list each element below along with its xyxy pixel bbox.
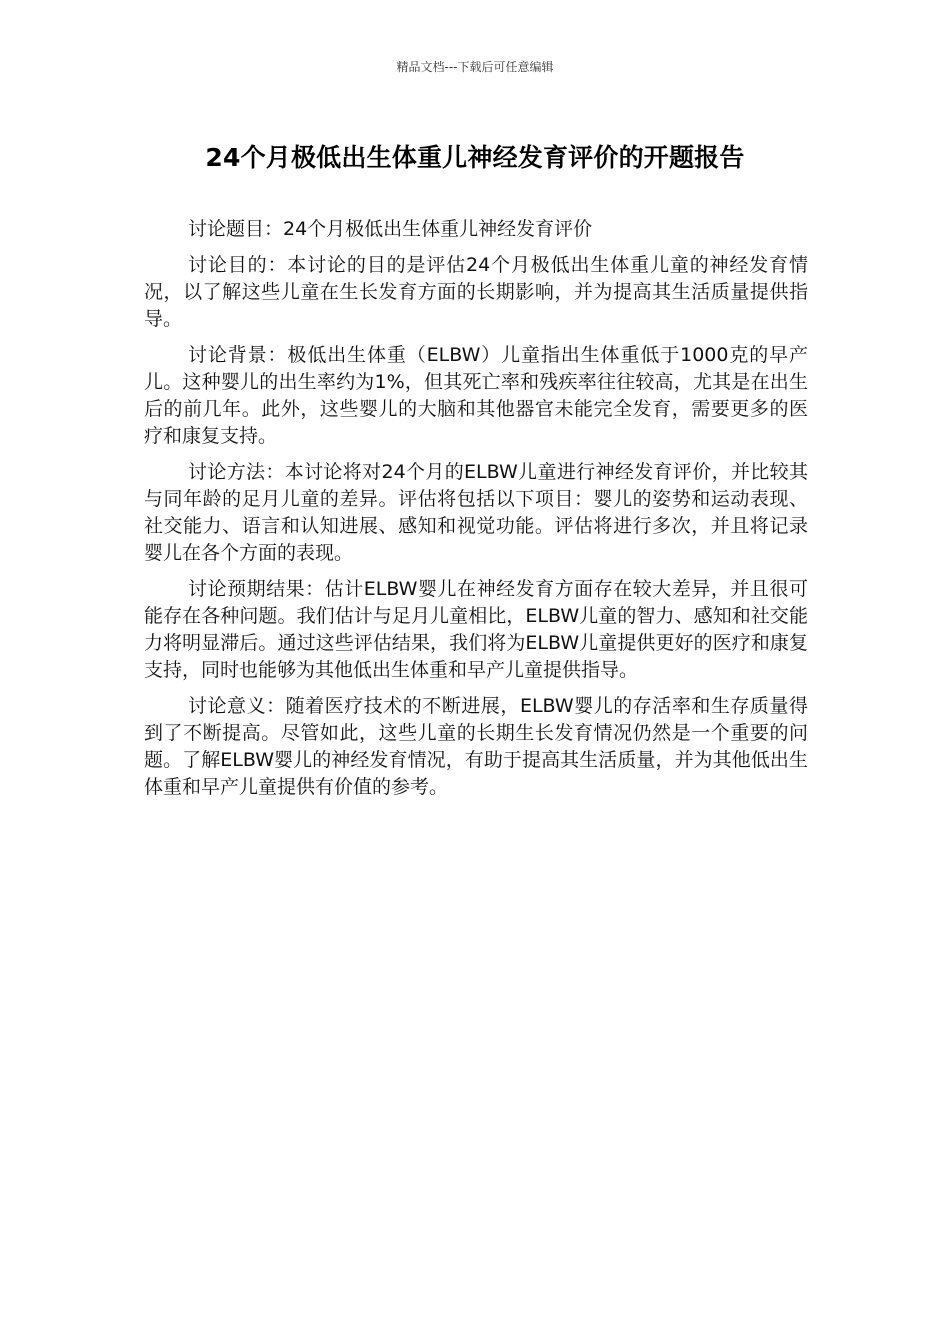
document-title: 24个月极低出生体重儿神经发育评价的开题报告 [205, 143, 745, 172]
paragraph-topic: 讨论题目：24个月极低出生体重儿神经发育评价 [188, 218, 593, 240]
document-body [144, 216, 808, 810]
paragraph-significance: 讨论意义：随着医疗技术的不断进展，ELBW婴儿的存活率和生存质量得到了不断提高。尽管如此，这些儿童的长期生长发育情况仍然是一个重要的问题。了解ELBW婴儿的神经发育情况，有助于提高其生活质量，并为其他低出生体重和早产儿童提供有价值的参考。 [144, 695, 808, 798]
header-note: 精品文档---下载后可任意编辑 [396, 60, 554, 74]
paragraph-expected-results: 讨论预期结果：估计ELBW婴儿在神经发育方面存在较大差异，并且很可能存在各种问题。我们估计与足月儿童相比，ELBW儿童的智力、感知和社交能力将明显滞后。通过这些评估结果，我们将为ELBW儿童提供更好的医疗和康复支持，同时也能够为其他低出生体重和早产儿童提供指导。 [144, 578, 808, 681]
paragraph-method: 讨论方法：本讨论将对24个月的ELBW儿童进行神经发育评价，并比较其与同年龄的足月儿童的差异。评估将包括以下项目：婴儿的姿势和运动表现、社交能力、语言和认知进展、感知和视觉功能。评估将进行多次，并且将记录婴儿在各个方面的表现。 [144, 461, 808, 564]
paragraph-purpose: 讨论目的：本讨论的目的是评估24个月极低出生体重儿童的神经发育情况，以了解这些儿童在生长发育方面的长期影响，并为提高其生活质量提供指导。 [144, 254, 808, 330]
paragraph-background: 讨论背景：极低出生体重（ELBW）儿童指出生体重低于1000克的早产儿。这种婴儿的出生率约为1%，但其死亡率和残疾率往往较高，尤其是在出生后的前几年。此外，这些婴儿的大脑和其他器官未能完全发育，需要更多的医疗和康复支持。 [144, 344, 808, 447]
